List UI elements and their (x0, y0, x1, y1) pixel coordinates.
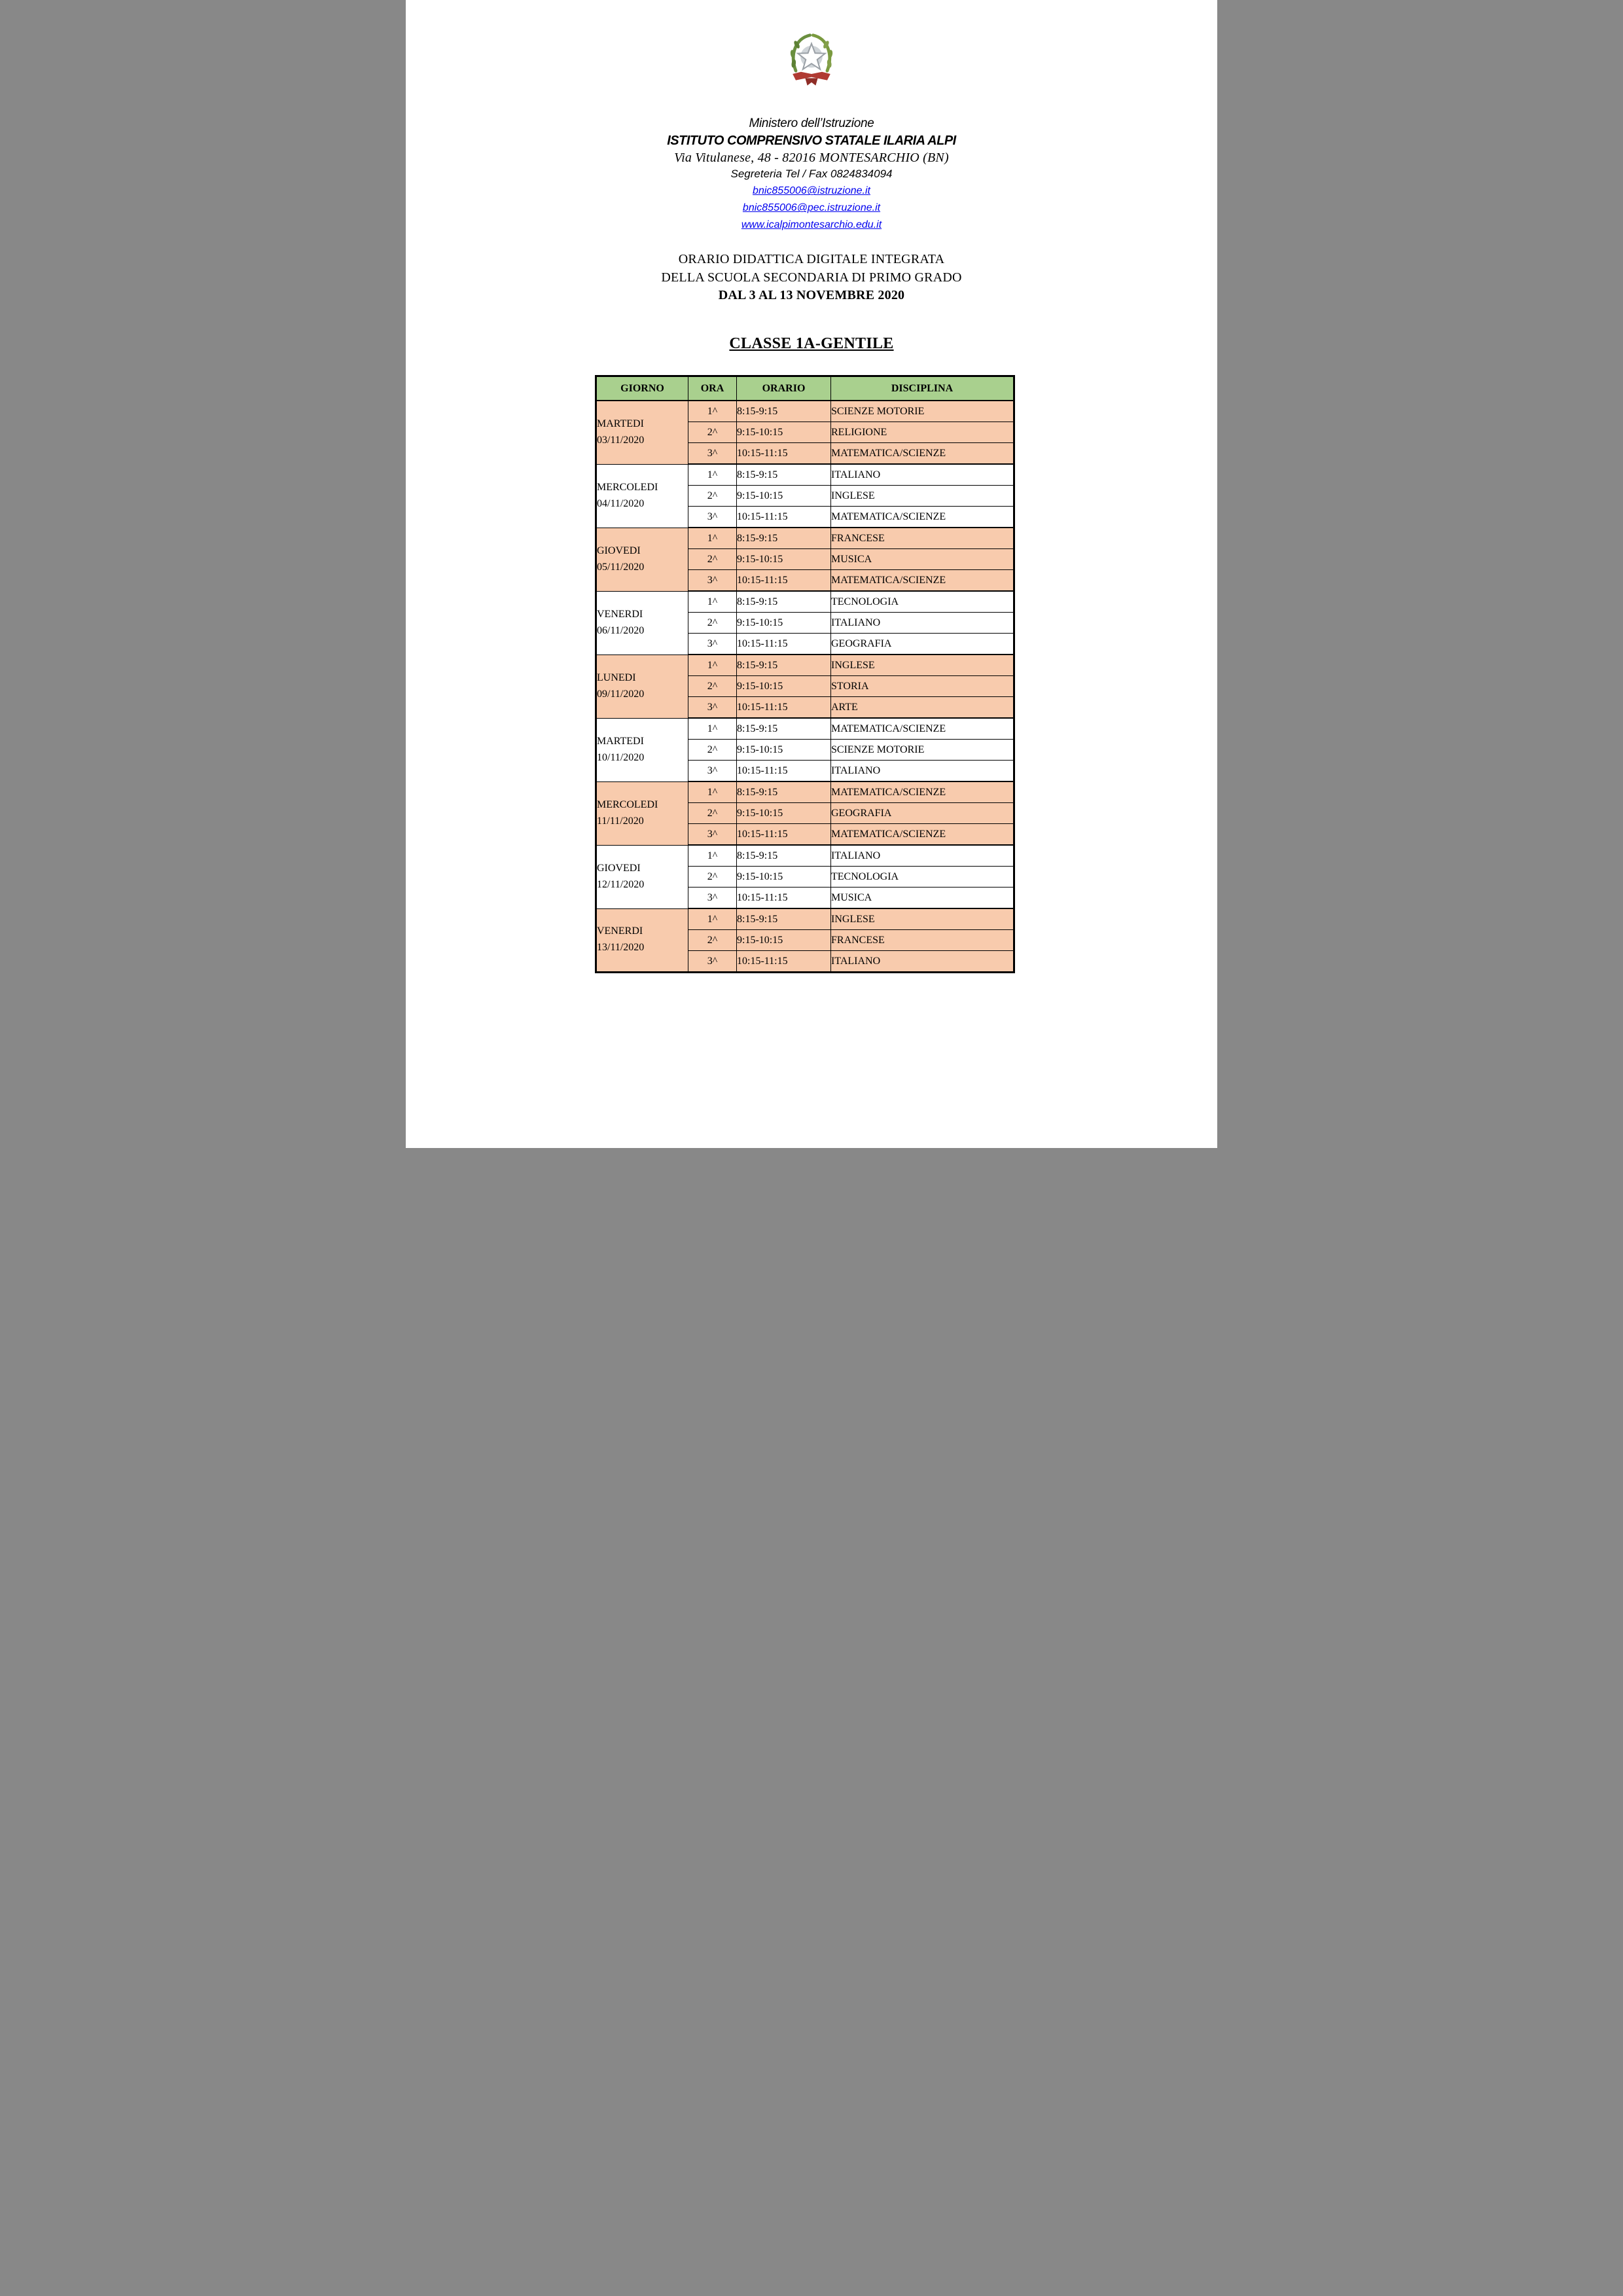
hour-number-cell: 1^ (688, 845, 737, 867)
day-date: 11/11/2020 (597, 815, 644, 827)
day-cell (596, 528, 688, 591)
hour-number-cell: 2^ (688, 422, 737, 443)
hour-number-cell: 1^ (688, 718, 737, 740)
hour-number-cell: 2^ (688, 613, 737, 634)
document-page (406, 0, 1217, 1148)
table-row (596, 401, 1014, 422)
hour-number-cell: 3^ (688, 443, 737, 465)
schedule-title-line3: DAL 3 AL 13 NOVEMBRE 2020 (718, 288, 905, 303)
day-name: GIOVEDI (597, 862, 641, 874)
address-line: Via Vitulanese, 48 - 82016 MONTESARCHIO (BN) (674, 150, 949, 165)
hour-number-cell: 2^ (688, 740, 737, 761)
header-orario: ORARIO (737, 376, 831, 401)
day-date: 04/11/2020 (597, 497, 645, 509)
subject-cell: MATEMATICA/SCIENZE (831, 507, 1014, 528)
hour-number-cell: 3^ (688, 570, 737, 592)
contact-links (406, 183, 1217, 234)
italy-emblem-icon (785, 31, 838, 93)
time-range-cell: 9:15-10:15 (737, 549, 831, 570)
day-name: VENERDI (597, 925, 643, 937)
subject-cell: GEOGRAFIA (831, 634, 1014, 655)
hour-number-cell: 3^ (688, 507, 737, 528)
subject-cell: ITALIANO (831, 951, 1014, 973)
subject-cell: INGLESE (831, 655, 1014, 676)
time-range-cell: 8:15-9:15 (737, 845, 831, 867)
time-range-cell: 10:15-11:15 (737, 634, 831, 655)
subject-cell: MATEMATICA/SCIENZE (831, 443, 1014, 465)
day-cell (596, 781, 688, 845)
time-range-cell: 10:15-11:15 (737, 951, 831, 973)
subject-cell: RELIGIONE (831, 422, 1014, 443)
time-range-cell: 8:15-9:15 (737, 718, 831, 740)
day-name: LUNEDI (597, 672, 636, 683)
document-header (406, 0, 1217, 234)
schedule-title-line1: ORARIO DIDATTICA DIGITALE INTEGRATA (678, 252, 945, 267)
subject-cell: FRANCESE (831, 930, 1014, 951)
subject-cell: ITALIANO (831, 845, 1014, 867)
hour-number-cell: 1^ (688, 781, 737, 803)
time-range-cell: 8:15-9:15 (737, 655, 831, 676)
time-range-cell: 9:15-10:15 (737, 676, 831, 697)
subject-cell: ITALIANO (831, 761, 1014, 782)
time-range-cell: 9:15-10:15 (737, 930, 831, 951)
hour-number-cell: 3^ (688, 824, 737, 846)
day-name: MARTEDI (597, 418, 644, 429)
table-header-row (596, 376, 1014, 401)
subject-cell: MATEMATICA/SCIENZE (831, 824, 1014, 846)
schedule-table-body (596, 401, 1014, 973)
time-range-cell: 9:15-10:15 (737, 486, 831, 507)
time-range-cell: 9:15-10:15 (737, 613, 831, 634)
hour-number-cell: 3^ (688, 951, 737, 973)
table-row (596, 528, 1014, 549)
time-range-cell: 9:15-10:15 (737, 740, 831, 761)
hour-number-cell: 2^ (688, 803, 737, 824)
day-cell (596, 591, 688, 655)
day-cell (596, 464, 688, 528)
hour-number-cell: 3^ (688, 888, 737, 909)
subject-cell: INGLESE (831, 908, 1014, 930)
hour-number-cell: 2^ (688, 549, 737, 570)
class-title: CLASSE 1A-GENTILE (729, 334, 894, 352)
schedule-title-line2: DELLA SCUOLA SECONDARIA DI PRIMO GRADO (661, 270, 962, 285)
subject-cell: ITALIANO (831, 464, 1014, 486)
table-row (596, 655, 1014, 676)
subject-cell: STORIA (831, 676, 1014, 697)
time-range-cell: 8:15-9:15 (737, 781, 831, 803)
table-row (596, 908, 1014, 930)
day-name: MERCOLEDI (597, 481, 658, 493)
day-cell (596, 908, 688, 973)
subject-cell: TECNOLOGIA (831, 591, 1014, 613)
day-name: VENERDI (597, 608, 643, 620)
pec-email-link[interactable]: bnic855006@pec.istruzione.it (742, 202, 881, 214)
table-row (596, 464, 1014, 486)
time-range-cell: 8:15-9:15 (737, 401, 831, 422)
time-range-cell: 10:15-11:15 (737, 761, 831, 782)
table-row (596, 845, 1014, 867)
day-date: 09/11/2020 (597, 688, 645, 700)
subject-cell: MATEMATICA/SCIENZE (831, 718, 1014, 740)
subject-cell: SCIENZE MOTORIE (831, 401, 1014, 422)
website-link[interactable]: www.icalpimontesarchio.edu.it (741, 219, 882, 231)
subject-cell: INGLESE (831, 486, 1014, 507)
time-range-cell: 9:15-10:15 (737, 803, 831, 824)
hour-number-cell: 2^ (688, 676, 737, 697)
subject-cell: MUSICA (831, 549, 1014, 570)
ministry-line: Ministero dell’Istruzione (749, 117, 874, 130)
subject-cell: GEOGRAFIA (831, 803, 1014, 824)
subject-cell: FRANCESE (831, 528, 1014, 549)
hour-number-cell: 3^ (688, 761, 737, 782)
header-giorno: GIORNO (596, 376, 688, 401)
header-ora: ORA (688, 376, 737, 401)
time-range-cell: 8:15-9:15 (737, 591, 831, 613)
time-range-cell: 8:15-9:15 (737, 528, 831, 549)
day-cell (596, 718, 688, 781)
table-row (596, 591, 1014, 613)
day-name: MERCOLEDI (597, 798, 658, 810)
table-row (596, 718, 1014, 740)
subject-cell: MATEMATICA/SCIENZE (831, 781, 1014, 803)
subject-cell: MUSICA (831, 888, 1014, 909)
schedule-title-block (406, 251, 1217, 305)
time-range-cell: 9:15-10:15 (737, 422, 831, 443)
table-row (596, 781, 1014, 803)
time-range-cell: 10:15-11:15 (737, 888, 831, 909)
time-range-cell: 8:15-9:15 (737, 908, 831, 930)
day-name: GIOVEDI (597, 545, 641, 556)
phone-line: Segreteria Tel / Fax 0824834094 (730, 167, 893, 180)
schedule-table (595, 375, 1015, 973)
hour-number-cell: 3^ (688, 634, 737, 655)
hour-number-cell: 2^ (688, 486, 737, 507)
time-range-cell: 10:15-11:15 (737, 443, 831, 465)
time-range-cell: 9:15-10:15 (737, 867, 831, 888)
day-cell (596, 655, 688, 718)
time-range-cell: 10:15-11:15 (737, 570, 831, 592)
hour-number-cell: 1^ (688, 591, 737, 613)
header-disciplina: DISCIPLINA (831, 376, 1014, 401)
hour-number-cell: 1^ (688, 528, 737, 549)
day-cell (596, 401, 688, 464)
subject-cell: ARTE (831, 697, 1014, 719)
time-range-cell: 10:15-11:15 (737, 507, 831, 528)
day-date: 05/11/2020 (597, 561, 645, 573)
day-date: 10/11/2020 (597, 751, 645, 763)
day-date: 03/11/2020 (597, 434, 645, 446)
hour-number-cell: 2^ (688, 930, 737, 951)
time-range-cell: 10:15-11:15 (737, 824, 831, 846)
email-link[interactable]: bnic855006@istruzione.it (753, 185, 870, 197)
school-name: ISTITUTO COMPRENSIVO STATALE ILARIA ALPI (667, 133, 956, 148)
hour-number-cell: 1^ (688, 464, 737, 486)
subject-cell: MATEMATICA/SCIENZE (831, 570, 1014, 592)
subject-cell: ITALIANO (831, 613, 1014, 634)
day-date: 12/11/2020 (597, 878, 645, 890)
hour-number-cell: 1^ (688, 908, 737, 930)
day-date: 06/11/2020 (597, 624, 645, 636)
hour-number-cell: 3^ (688, 697, 737, 719)
hour-number-cell: 1^ (688, 401, 737, 422)
hour-number-cell: 2^ (688, 867, 737, 888)
day-date: 13/11/2020 (597, 942, 645, 954)
subject-cell: SCIENZE MOTORIE (831, 740, 1014, 761)
time-range-cell: 8:15-9:15 (737, 464, 831, 486)
hour-number-cell: 1^ (688, 655, 737, 676)
time-range-cell: 10:15-11:15 (737, 697, 831, 719)
day-name: MARTEDI (597, 735, 644, 747)
day-cell (596, 845, 688, 908)
subject-cell: TECNOLOGIA (831, 867, 1014, 888)
